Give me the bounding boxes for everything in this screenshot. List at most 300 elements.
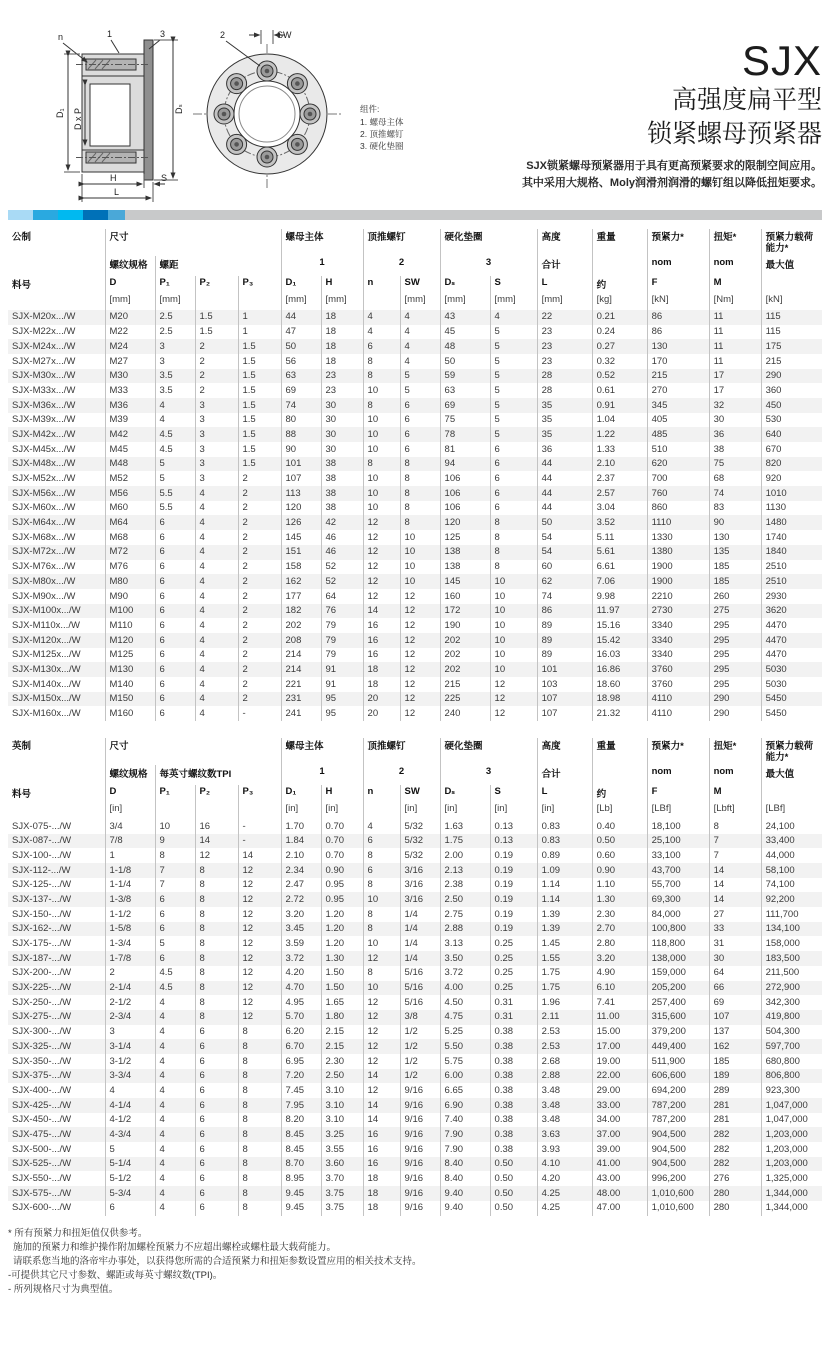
table-cell: 2 [238, 574, 281, 589]
unit-cell: [mm] [537, 293, 592, 310]
table-cell: 1/2 [400, 1069, 440, 1084]
table-cell: 0.52 [592, 369, 647, 384]
table-cell: 86 [647, 310, 709, 325]
table-cell: 7.90 [440, 1142, 490, 1157]
section-view [55, 29, 184, 202]
table-cell: 6 [155, 951, 195, 966]
table-cell: 18.60 [592, 677, 647, 692]
table-cell: 69 [281, 383, 321, 398]
table-cell: 2.15 [321, 1039, 363, 1054]
table-cell: 10 [155, 819, 195, 834]
table-cell: 1900 [647, 574, 709, 589]
table-cell: 22.00 [592, 1069, 647, 1084]
table-cell: 0.38 [490, 1039, 537, 1054]
table-cell: SJX-M52x.../W [12, 473, 76, 484]
table-cell: 10 [490, 662, 537, 677]
table-cell: 107 [709, 1010, 761, 1025]
table-cell: 530 [761, 413, 822, 428]
table-cell: 4.95 [281, 995, 321, 1010]
header-cell: 螺纹规格 [105, 256, 155, 276]
table-cell: 10 [363, 936, 400, 951]
table-cell: 11.97 [592, 604, 647, 619]
table-cell: 1 [238, 325, 281, 340]
table-cell: 4 [195, 530, 238, 545]
unit-cell: [in] [321, 802, 363, 819]
table-cell: M52 [105, 471, 155, 486]
table-cell: 69 [709, 995, 761, 1010]
table-cell: 64 [709, 966, 761, 981]
table-cell: 5030 [761, 662, 822, 677]
header-cell: 扭矩* [709, 738, 761, 765]
table-cell: 0.38 [490, 1127, 537, 1142]
legend-title: 组件: [360, 104, 380, 114]
table-cell: SJX-162-.../W [12, 923, 72, 935]
table-cell: 4 [195, 662, 238, 677]
table-cell: SJX-M64x.../W [12, 517, 76, 529]
table-cell: SJX-M100x.../W [12, 605, 81, 617]
table-cell: 38 [321, 457, 363, 472]
header-cell: 约 [592, 785, 647, 802]
table-cell: 0.38 [490, 1098, 537, 1113]
table-cell: 606,600 [647, 1069, 709, 1084]
table-cell: 6.61 [592, 560, 647, 575]
table-cell: 4.5 [155, 442, 195, 457]
table-cell: 8 [195, 966, 238, 981]
table-cell: 2 [195, 339, 238, 354]
table-cell: 360 [761, 383, 822, 398]
table-cell: M22 [105, 325, 155, 340]
table-cell: 18.98 [592, 692, 647, 707]
table-cell: 43.00 [592, 1171, 647, 1186]
table-cell: 7.06 [592, 574, 647, 589]
table-cell: 3 [105, 1025, 155, 1040]
table-cell: 16.86 [592, 662, 647, 677]
table-cell: 8 [363, 398, 400, 413]
legend-item-3: 3. 硬化垫圈 [360, 141, 404, 151]
table-cell: 3.13 [440, 936, 490, 951]
table-cell: 12 [400, 589, 440, 604]
table-cell: 12 [400, 706, 440, 721]
description-line-2: 其中采用大规格、Moly润滑剂润滑的螺钉组以降低扭矩要求。 [521, 176, 822, 189]
front-view [193, 30, 341, 188]
table-cell: 6 [105, 1201, 155, 1216]
table-cell: 8 [195, 995, 238, 1010]
table-cell: 162 [281, 574, 321, 589]
table-cell: 8 [238, 1157, 281, 1172]
table-cell: 12 [363, 545, 400, 560]
table-cell: 3.72 [281, 951, 321, 966]
table-cell: 8 [238, 1113, 281, 1128]
table-cell: SJX-137-.../W [12, 893, 72, 905]
table-cell: 5 [400, 383, 440, 398]
unit-cell: [Lbft] [709, 802, 761, 819]
table-cell: 2.30 [592, 907, 647, 922]
header-cell [592, 765, 647, 785]
unit-cell: [mm] [440, 293, 490, 310]
table-cell: SJX-M80x.../W [12, 575, 76, 587]
unit-cell: [LBf] [647, 802, 709, 819]
table-cell: 16 [363, 1157, 400, 1172]
table-cell: 0.90 [592, 863, 647, 878]
table-cell: 215 [440, 677, 490, 692]
table-cell: 138 [440, 560, 490, 575]
table-cell: 4 [155, 1127, 195, 1142]
table-cell: 16 [363, 618, 400, 633]
table-cell: 2 [238, 501, 281, 516]
table-cell: 9.40 [440, 1201, 490, 1216]
header-cell: n [363, 785, 400, 802]
table-cell: 282 [709, 1127, 761, 1142]
table-cell: M72 [105, 545, 155, 560]
table-cell: 1.5 [238, 427, 281, 442]
table-cell: 6 [490, 501, 537, 516]
table-cell: 12 [363, 515, 400, 530]
table-cell: 4 [195, 589, 238, 604]
table-row [8, 1157, 822, 1172]
table-cell: 158,000 [761, 936, 822, 951]
table-cell: 1010 [761, 486, 822, 501]
table-cell: 8 [363, 907, 400, 922]
table-cell: 12 [238, 878, 281, 893]
table-cell: 1,203,000 [761, 1127, 822, 1142]
table-cell: 1-1/8 [105, 863, 155, 878]
table-cell: 79 [321, 633, 363, 648]
table-cell: 38 [321, 486, 363, 501]
header-cell: 料号 [12, 279, 32, 291]
table-cell: 8 [400, 457, 440, 472]
table-cell: 0.95 [321, 878, 363, 893]
table-cell: 12 [363, 1054, 400, 1069]
table-cell: 257,400 [647, 995, 709, 1010]
table-cell: 47.00 [592, 1201, 647, 1216]
table-cell: 10 [363, 892, 400, 907]
table-cell: 14 [363, 1113, 400, 1128]
table-cell: 4 [195, 677, 238, 692]
table-cell: SJX-M20x.../W [12, 311, 76, 323]
table-row [8, 819, 822, 834]
table-cell: 35 [537, 413, 592, 428]
table-cell: 5 [490, 339, 537, 354]
table-cell: 0.50 [490, 1157, 537, 1172]
table-cell: 69,300 [647, 892, 709, 907]
table-cell: 5/16 [400, 995, 440, 1010]
dim-label-d1: D₁ [55, 108, 65, 118]
table-cell: SJX-150-.../W [12, 908, 72, 920]
table-cell: 2 [195, 369, 238, 384]
table-row [8, 310, 822, 325]
table-cell: M90 [105, 589, 155, 604]
table-cell: 8 [363, 457, 400, 472]
header-cell: 预紧力* [647, 738, 709, 765]
table-cell: 18,100 [647, 819, 709, 834]
header-cell: P₂ [195, 785, 238, 802]
table-cell: 270 [647, 383, 709, 398]
table-cell: 2.50 [440, 892, 490, 907]
table-cell: 12 [363, 1039, 400, 1054]
table-cell: 3340 [647, 633, 709, 648]
table-cell: 2.38 [440, 878, 490, 893]
header-cell: S [490, 276, 537, 293]
header-cell: 2 [363, 765, 440, 785]
table-cell: 10 [363, 981, 400, 996]
table-cell: M68 [105, 530, 155, 545]
header-cell: 3 [440, 765, 537, 785]
table-cell: M42 [105, 427, 155, 442]
table-cell: 48 [440, 339, 490, 354]
table-cell: M33 [105, 383, 155, 398]
table-cell: 5 [490, 398, 537, 413]
table-cell: 5.70 [281, 1010, 321, 1025]
table-cell: 1380 [647, 545, 709, 560]
table-cell: 6 [195, 1069, 238, 1084]
table-cell: 6 [195, 1186, 238, 1201]
table-cell: 6 [400, 442, 440, 457]
table-cell: 0.38 [490, 1083, 537, 1098]
table-cell: 5.75 [440, 1054, 490, 1069]
table-cell: 6 [400, 413, 440, 428]
table-cell: 8 [238, 1142, 281, 1157]
table-cell: 5 [490, 325, 537, 340]
table-row [8, 1171, 822, 1186]
table-cell: 8 [195, 981, 238, 996]
header-cell: 螺母主体 [281, 738, 363, 765]
table-cell: 12 [490, 692, 537, 707]
header-cell: P₁ [155, 276, 195, 293]
table-row [8, 471, 822, 486]
header-cell: SW [400, 276, 440, 293]
table-cell: 12 [363, 1025, 400, 1040]
table-cell: 0.50 [592, 834, 647, 849]
header-cell: 预紧力载荷能力* [761, 229, 822, 256]
table-cell: SJX-M120x.../W [12, 634, 81, 646]
table-cell: 35 [537, 427, 592, 442]
table-cell: 3-3/4 [105, 1069, 155, 1084]
table-cell: 33,400 [761, 834, 822, 849]
table-cell: 787,200 [647, 1098, 709, 1113]
table-cell: 2.47 [281, 878, 321, 893]
header-cell: F [647, 785, 709, 802]
header-cell: 高度 [537, 229, 592, 256]
header-cell: n [363, 276, 400, 293]
table-cell: 7.95 [281, 1098, 321, 1113]
table-cell: 5 [490, 427, 537, 442]
table-cell: 12 [238, 981, 281, 996]
table-cell: 1-1/4 [105, 878, 155, 893]
table-cell: 50 [440, 354, 490, 369]
table-cell: 8 [238, 1054, 281, 1069]
table-cell: 9/16 [400, 1186, 440, 1201]
table-cell: 31 [709, 936, 761, 951]
table-cell: M110 [105, 618, 155, 633]
table-cell: 0.25 [490, 936, 537, 951]
table-cell: 4 [155, 1054, 195, 1069]
table-cell: 14 [709, 863, 761, 878]
table-cell: 1/2 [400, 1054, 440, 1069]
table-cell: SJX-M72x.../W [12, 546, 76, 558]
table-cell: 16 [363, 648, 400, 663]
header-cell: L [537, 276, 592, 293]
table-cell: 0.50 [490, 1171, 537, 1186]
table-cell: SJX-525-.../W [12, 1158, 72, 1170]
table-cell: SJX-M24x.../W [12, 340, 76, 352]
table-cell: 106 [440, 486, 490, 501]
table-cell: 83 [709, 501, 761, 516]
table-cell: 43,700 [647, 863, 709, 878]
table-cell: 1.5 [238, 413, 281, 428]
table-cell: 3.59 [281, 936, 321, 951]
table-row [8, 325, 822, 340]
header-cell: 合计 [537, 765, 592, 785]
table-cell: 2 [238, 677, 281, 692]
table-cell: 1.20 [321, 922, 363, 937]
table-cell: 95 [321, 692, 363, 707]
table-cell: 3 [155, 354, 195, 369]
table-row [8, 618, 822, 633]
table-cell: 0.38 [490, 1113, 537, 1128]
table-cell: 280 [709, 1201, 761, 1216]
table-cell: SJX-275-.../W [12, 1011, 72, 1023]
table-row [8, 1186, 822, 1201]
table-cell: 18 [321, 339, 363, 354]
table-cell: 8 [363, 966, 400, 981]
table-cell: 5/32 [400, 819, 440, 834]
table-cell: 1.14 [537, 878, 592, 893]
table-cell: 904,500 [647, 1157, 709, 1172]
table-cell: 21.32 [592, 706, 647, 721]
table-cell: 16.03 [592, 648, 647, 663]
table-cell: 44 [537, 501, 592, 516]
unit-cell: [kN] [761, 293, 822, 310]
table-cell: 3-1/2 [105, 1054, 155, 1069]
table-cell: 1.45 [537, 936, 592, 951]
table-cell: 2 [238, 589, 281, 604]
table-cell: 4 [155, 1025, 195, 1040]
table-cell: 5030 [761, 677, 822, 692]
table-cell: 6.65 [440, 1083, 490, 1098]
table-cell: 8 [363, 369, 400, 384]
table-cell: M125 [105, 648, 155, 663]
table-cell: 202 [440, 633, 490, 648]
table-row [8, 1127, 822, 1142]
table-cell: 4 [195, 648, 238, 663]
table-cell: 23 [321, 383, 363, 398]
table-cell: 1480 [761, 515, 822, 530]
table-cell: 18 [321, 354, 363, 369]
table-cell: 9.40 [440, 1186, 490, 1201]
unit-cell: [LBf] [761, 802, 822, 819]
table-cell: 5 [105, 1142, 155, 1157]
table-cell: 4 [195, 486, 238, 501]
table-cell: 90 [281, 442, 321, 457]
table-cell: 6.95 [281, 1054, 321, 1069]
table-cell: 3340 [647, 618, 709, 633]
table-cell: 14 [195, 834, 238, 849]
table-cell: 62 [537, 574, 592, 589]
table-cell: 56 [281, 354, 321, 369]
table-row [8, 878, 822, 893]
table-cell: 208 [281, 633, 321, 648]
table-cell: 12 [238, 936, 281, 951]
table-cell: 680,800 [761, 1054, 822, 1069]
table-cell: M150 [105, 692, 155, 707]
table-row [8, 936, 822, 951]
table-cell: 6 [155, 706, 195, 721]
table-cell: 2.75 [440, 907, 490, 922]
table-cell: 15.00 [592, 1025, 647, 1040]
table-cell: SJX-M45x.../W [12, 443, 76, 455]
table-cell: SJX-M39x.../W [12, 414, 76, 426]
table-row [8, 648, 822, 663]
unit-cell: [mm] [155, 293, 195, 310]
table-cell: SJX-550-.../W [12, 1173, 72, 1185]
table-cell: 5 [155, 936, 195, 951]
table-cell: 2 [238, 515, 281, 530]
table-cell: 54 [537, 530, 592, 545]
table-cell: 2.11 [537, 1010, 592, 1025]
table-cell: 0.70 [321, 834, 363, 849]
table-cell: 28 [537, 369, 592, 384]
table-cell: 211,500 [761, 966, 822, 981]
header-cell: 顶推螺钉 [363, 738, 440, 765]
table-cell: 8 [363, 878, 400, 893]
table-cell: 0.38 [490, 1069, 537, 1084]
table-cell: 6 [155, 589, 195, 604]
unit-cell [195, 802, 238, 819]
table-cell: 19.00 [592, 1054, 647, 1069]
table-cell: 5 [490, 369, 537, 384]
table-cell: 182 [281, 604, 321, 619]
table-cell: 20 [363, 706, 400, 721]
header-cell: 螺母主体 [281, 229, 363, 256]
table-cell: 4 [155, 1069, 195, 1084]
table-cell: 215 [761, 354, 822, 369]
table-cell: 2510 [761, 560, 822, 575]
table-cell: 46 [321, 545, 363, 560]
table-cell: 111,700 [761, 907, 822, 922]
table-cell: 2 [238, 471, 281, 486]
table-cell: SJX-325-.../W [12, 1040, 72, 1052]
header-cell [8, 765, 105, 785]
table-cell: 225 [440, 692, 490, 707]
table-cell: 90 [709, 515, 761, 530]
table-cell: 0.89 [537, 848, 592, 863]
table-cell: 0.31 [490, 995, 537, 1010]
table-cell: 3.72 [440, 966, 490, 981]
table-cell: 5/32 [400, 848, 440, 863]
table-cell: 91 [321, 677, 363, 692]
table-cell: 419,800 [761, 1010, 822, 1025]
imperial-spec-table [8, 738, 822, 1215]
table-cell: 30 [709, 413, 761, 428]
table-cell: 215 [647, 369, 709, 384]
table-cell: 68 [709, 471, 761, 486]
table-cell: 7.41 [592, 995, 647, 1010]
header-cell: nom [647, 765, 709, 785]
table-cell: 6 [490, 471, 537, 486]
table-cell: 58,100 [761, 863, 822, 878]
dim-label-n: n [58, 32, 64, 42]
table-cell: 3 [195, 413, 238, 428]
table-cell: 5-1/2 [105, 1171, 155, 1186]
table-cell: 214 [281, 662, 321, 677]
table-cell: 504,300 [761, 1025, 822, 1040]
table-row [8, 1069, 822, 1084]
table-cell: 12 [363, 1010, 400, 1025]
table-cell: 17.00 [592, 1039, 647, 1054]
table-cell: 0.95 [321, 892, 363, 907]
table-row [8, 545, 822, 560]
table-cell: 3 [195, 457, 238, 472]
